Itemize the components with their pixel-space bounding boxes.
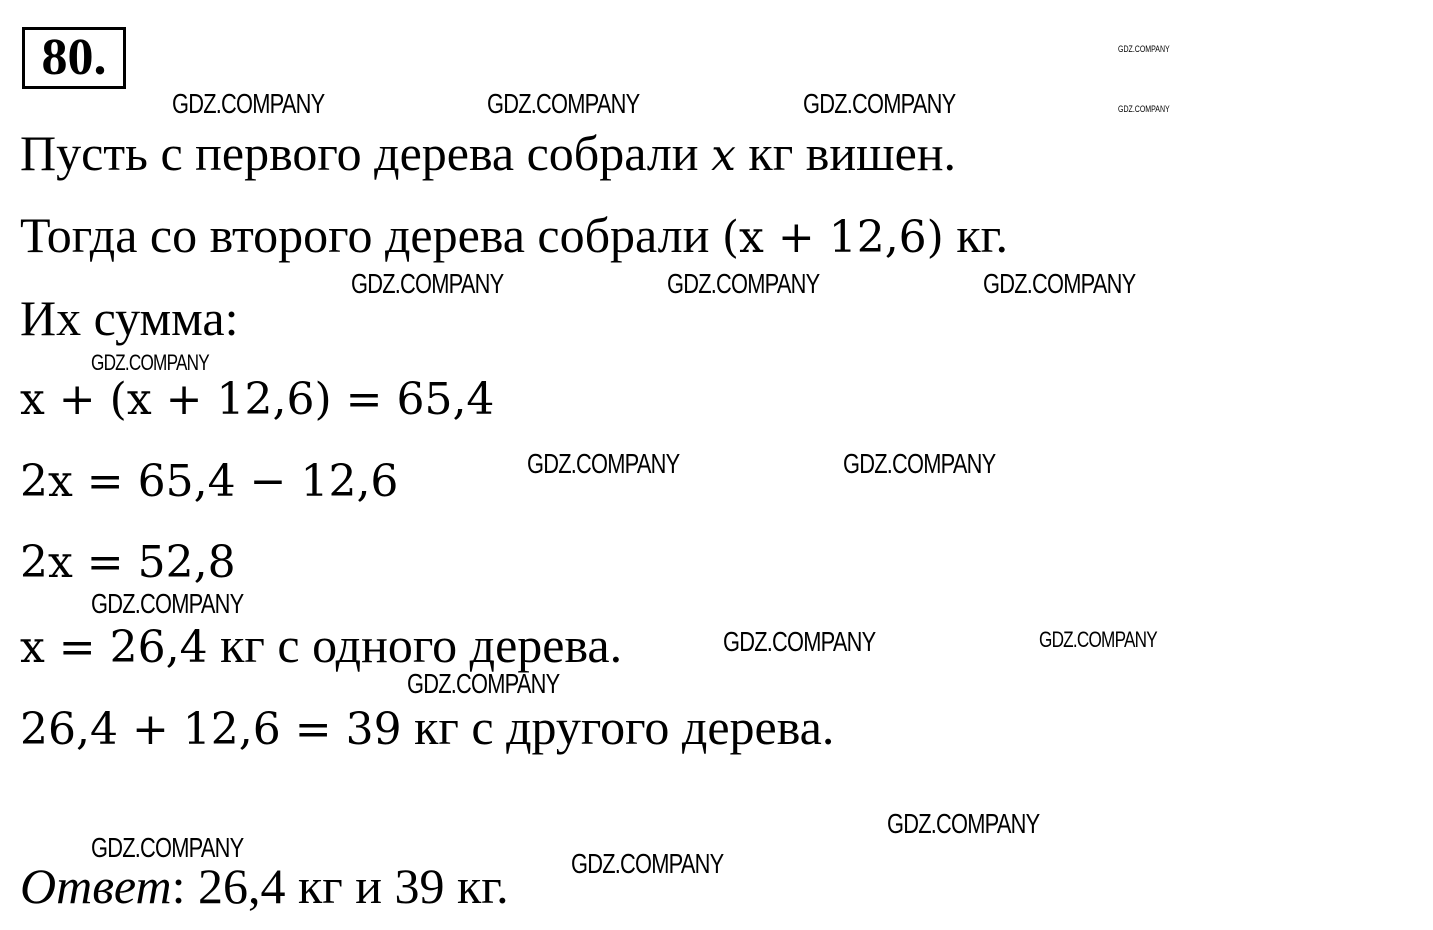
equation-5 [20,699,834,758]
equation-4-text: кг с одного дерева. [220,617,623,673]
watermark: GDZ.COMPANY [91,588,244,619]
watermark: GDZ.COMPANY [91,832,244,863]
sum-heading: Их сумма: [20,290,239,346]
watermark: GDZ.COMPANY [172,88,325,119]
equation-5-math: 26,4 + 12,6 = 39 [20,704,402,755]
statement-line-2-end: кг. [956,207,1009,263]
statement-line-2 [20,207,1008,266]
statement-line-2-text: Тогда со второго дерева собрали [20,207,710,263]
problem-number: 80. [22,27,126,89]
statement-line-1-text: Пусть с первого дерева собрали [20,125,699,181]
watermark: GDZ.COMPANY [887,808,1040,839]
watermark: GDZ.COMPANY [571,848,724,879]
watermark: GDZ.COMPANY [407,668,560,699]
watermark: GDZ.COMPANY [1039,627,1157,652]
statement-line-1-end: кг вишен. [748,125,957,181]
watermark: GDZ.COMPANY [351,268,504,299]
equation-5-text: кг с другого дерева. [414,699,835,755]
second-tree-expression: (x + 12,6) [721,212,944,263]
statement-line-1 [20,125,956,184]
watermark: GDZ.COMPANY [843,448,996,479]
equation-2: 2x = 65,4 − 12,6 [20,456,399,507]
watermark: GDZ.COMPANY [527,448,680,479]
answer-line [20,858,509,914]
equation-4-math: x = 26,4 [20,622,208,673]
answer-text: : 26,4 кг и 39 кг. [171,858,509,914]
watermark: GDZ.COMPANY [803,88,956,119]
equation-3: 2x = 52,8 [20,537,236,588]
watermark: GDZ.COMPANY [1118,44,1170,54]
watermark: GDZ.COMPANY [667,268,820,299]
watermark: GDZ.COMPANY [723,626,876,657]
answer-label: Ответ [20,858,172,914]
equation-1: x + (x + 12,6) = 65,4 [20,374,495,425]
watermark: GDZ.COMPANY [487,88,640,119]
watermark: GDZ.COMPANY [1118,104,1170,114]
watermark: GDZ.COMPANY [983,268,1136,299]
watermark: GDZ.COMPANY [91,350,209,375]
variable-x: x [711,130,736,181]
